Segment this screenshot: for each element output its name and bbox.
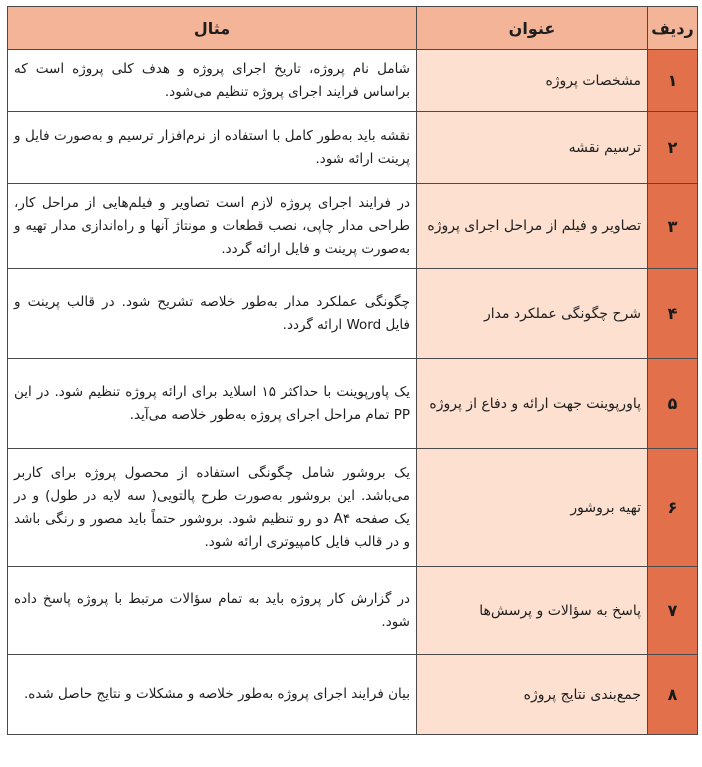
table-row: [8, 655, 698, 735]
row-number: ۱: [648, 50, 698, 112]
row-example: در فرایند اجرای پروژه لازم است تصاویر و فیلم‌هایی از مراحل کار، طراحی مدار چاپی، نصب قطعات و مونتاژ آنها و راه‌اندازی مدار تهیه و به‌صورت پرینت و فایل ارائه گردد.: [8, 184, 417, 269]
row-title: پاورپوینت جهت ارائه و دفاع از پروژه: [417, 359, 648, 449]
table-row: [8, 449, 698, 567]
row-example: یک بروشور شامل چگونگی استفاده از محصول پروژه برای کاربر می‌باشد. این بروشور به‌صورت طرح پالتویی( سه لایه در طول) و در یک صفحه A۴ دو رو تنظیم شود. بروشور حتماً باید مصور و رنگی باشد و در قالب فایل کامپیوتری ارائه شود.: [8, 449, 417, 567]
row-title: جمع‌بندی نتایج پروژه: [417, 655, 648, 735]
row-number: ۴: [648, 269, 698, 359]
table-header-row: [8, 7, 698, 50]
project-report-table: [7, 6, 698, 735]
table-row: [8, 567, 698, 655]
table-row: [8, 50, 698, 112]
row-example: در گزارش کار پروژه باید به تمام سؤالات مرتبط با پروژه پاسخ داده شود.: [8, 567, 417, 655]
row-number: ۸: [648, 655, 698, 735]
row-number: ۵: [648, 359, 698, 449]
row-number: ۷: [648, 567, 698, 655]
row-title: تصاویر و فیلم از مراحل اجرای پروژه: [417, 184, 648, 269]
row-example: یک پاورپوینت با حداکثر ۱۵ اسلاید برای ارائه پروژه تنظیم شود. در این PP تمام مراحل اجرای پروژه به‌طور خلاصه می‌آید.: [8, 359, 417, 449]
header-mesal: مثال: [8, 7, 417, 50]
row-title: مشخصات پروژه: [417, 50, 648, 112]
row-number: ۳: [648, 184, 698, 269]
table-row: [8, 112, 698, 184]
document-page: [8, 6, 698, 735]
table-row: [8, 269, 698, 359]
row-title: تهیه بروشور: [417, 449, 648, 567]
row-example: چگونگی عملکرد مدار به‌طور خلاصه تشریح شود. در قالب پرینت و فایل Word ارائه گردد.: [8, 269, 417, 359]
row-number: ۶: [648, 449, 698, 567]
row-example: نقشه باید به‌طور کامل با استفاده از نرم‌افزار ترسیم و به‌صورت فایل و پرینت ارائه شود.: [8, 112, 417, 184]
row-title: شرح چگونگی عملکرد مدار: [417, 269, 648, 359]
row-example: شامل نام پروژه، تاریخ اجرای پروژه و هدف کلی پروژه است که براساس فرایند اجرای پروژه تنظیم می‌شود.: [8, 50, 417, 112]
header-onvan: عنوان: [417, 7, 648, 50]
table-row: [8, 184, 698, 269]
row-title: پاسخ به سؤالات و پرسش‌ها: [417, 567, 648, 655]
table-row: [8, 359, 698, 449]
header-radif: ردیف: [648, 7, 698, 50]
row-example: بیان فرایند اجرای پروژه به‌طور خلاصه و مشکلات و نتایج حاصل شده.: [8, 655, 417, 735]
row-number: ۲: [648, 112, 698, 184]
row-title: ترسیم نقشه: [417, 112, 648, 184]
